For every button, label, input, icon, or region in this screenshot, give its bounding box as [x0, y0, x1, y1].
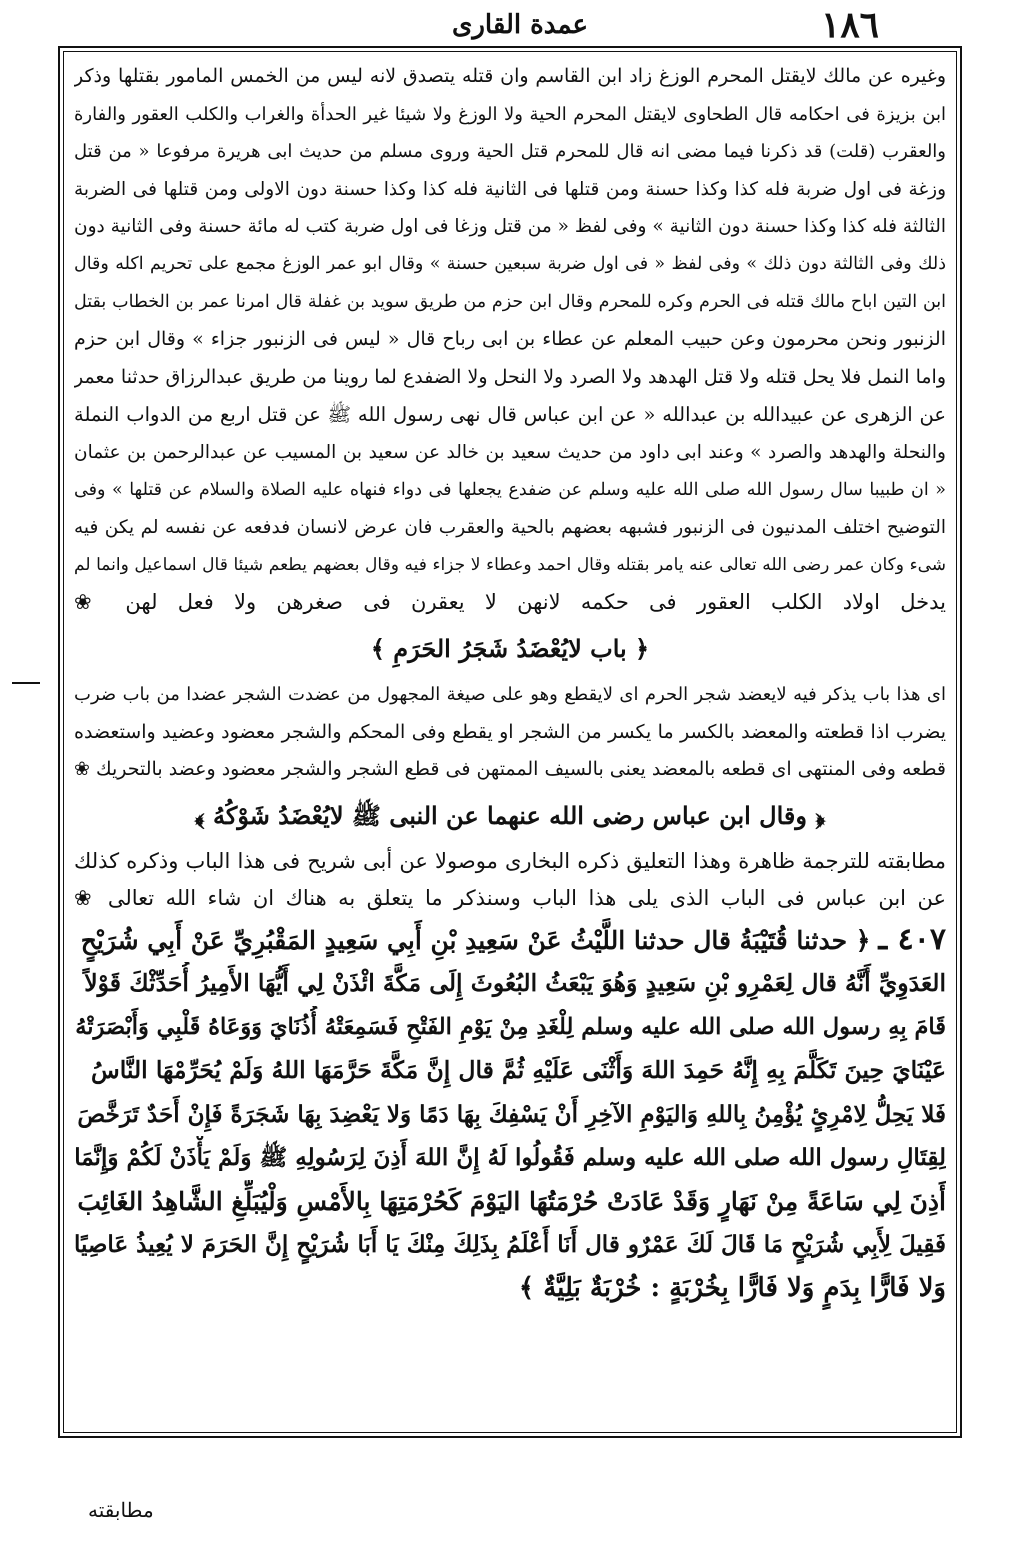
hadith-line: لِقِتَالِ رسول الله صلى الله عليه وسلم فَقُولُوا لَهُ إِنَّ اللهَ أَذِنَ لِرَسُولِهِ ﷺ وَلَمْ يَأْذَنْ لَكُمْ وَإِنَّمَا: [74, 1144, 946, 1172]
text-line: اى هذا باب يذكر فيه لايعضد شجر الحرم اى لايقطع وهو على صيغة المجهول من عضدت الشجر عضدا من باب ضرب: [74, 683, 946, 705]
text-line: يدخل اولاد الكلب العقور فى حكمه لانهن لا يعقرن فى صغرهن ولا فعل لهن ❀: [74, 590, 946, 615]
commentary-block-2: [74, 676, 946, 789]
hadith-line: فَلا يَحِلُّ لِامْرِئٍ يُؤْمِنُ بِاللهِ وَاليَوْمِ الآخِرِ أَنْ يَسْفِكَ بِهَا دَمًا وَلا يَعْضِدَ بِهَا شَجَرَةً فَإِنْ أَحَدٌ تَرَخَّصَ: [77, 1100, 946, 1128]
hadith-line: وَلا فَارًّا بِدَمٍ وَلا فَارًّا بِخُرْبَةٍ : خُرْبَةٌ بَلِيَّةٌ ﴾: [518, 1272, 946, 1303]
text-line: وغيره عن مالك لايقتل المحرم الوزغ زاد ابن القاسم وان قتله يتصدق لانه ليس من الخمس المامور بقتلها وذكر: [74, 65, 946, 87]
text-frame: [58, 46, 962, 1438]
hadith-text: ﴿ حدثنا قُتَيْبَةُ قال حدثنا اللَّيْثُ عَنْ سَعِيدِ بْنِ أَبِي سَعِيدٍ المَقْبُرِيِّ عَنْ أَبِي شُرَيْحٍ: [80, 925, 871, 955]
page-header: [0, 0, 1027, 48]
commentary-block-1: [74, 58, 946, 622]
text-line: وزغة فى اول ضربة فله كذا وكذا حسنة ومن قتلها فى الثانية فله كذا وكذا حسنة دون الاولى ومن قتلها فى الضربة: [74, 178, 946, 200]
hadith-line: أَذِنَ لِي سَاعَةً مِنْ نَهَارٍ وَقَدْ عَادَتْ حُرْمَتُهَا اليَوْمَ كَحُرْمَتِهَا بِالأَمْسِ وَلْيُبَلِّغِ الشَّاهِدُ الغَائِبَ: [77, 1186, 946, 1216]
text-line: عن الزهرى عن عبيدالله بن عبدالله « عن ابن عباس قال نهى رسول الله ﷺ عن قتل اربع من الدواب النملة: [74, 403, 946, 427]
text-line: ابن بزيزة فى احكامه قال الطحاوى لايقتل المحرم الحية ولا الوزغ ولا شيئا غير الحدأة والغراب والكلب العقور والفارة: [74, 103, 946, 125]
text-line: شىء وكان عمر رضى الله تعالى عنه يامر بقتله وقال احمد وعطاء لا جزاء فيه وقال بعضهم يطعم شيئا قال اسماعيل وانما لم: [74, 554, 946, 575]
text-line: الثالثة فله كذا وكذا حسنة دون الثانية » وفى لفظ « من قتل وزغا فى اول ضربة كتب له مائة حسنة وفى الثانية دون: [74, 216, 946, 238]
text-line: عن ابن عباس فى الباب الذى يلى هذا الباب وسنذكر ما يتعلق به هناك ان شاء الله تعالى ❀: [74, 886, 946, 911]
hadith-line: قَامَ بِهِ رسول الله صلى الله عليه وسلم لِلْغَدِ مِنْ يَوْمِ الفَتْحِ فَسَمِعَتْهُ أُذُنَايَ وَوَعَاهُ قَلْبِي وَأَبْصَرَتْهُ: [75, 1013, 946, 1040]
chapter-heading: ﴿ باب لايُعْضَدُ شَجَرُ الحَرَمِ ﴾: [370, 633, 650, 663]
hadith-line: [74, 918, 946, 963]
catchword: مطابقته: [88, 1498, 154, 1522]
hadith-number: ٤٠٧ ـ: [878, 921, 946, 957]
margin-mark: [12, 682, 40, 684]
running-title: عمدة القارى: [452, 10, 588, 40]
hadith-line: فَقِيلَ لِأَبِي شُرَيْحٍ مَا قَالَ لَكَ عَمْرٌو قال أَنَا أَعْلَمُ بِذَلِكَ مِنْكَ يَا أَبَا شُرَيْحٍ إِنَّ الحَرَمَ لا يُعِيذُ عَاصِيًا: [74, 1231, 946, 1259]
text-line: مطابقته للترجمة ظاهرة وهذا التعليق ذكره البخارى موصولا عن أبى شريح فى هذا الباب وذكره كذلك: [74, 848, 946, 873]
text-line: الزنبور ونحن محرمون وعن حبيب المعلم عن عطاء بن ابى رباح قال « ليس فى الزنبور جزاء » وقال ابن حزم: [74, 328, 946, 351]
page-number: ١٨٦: [820, 4, 879, 46]
sub-heading: ﴿ وقال ابن عباس رضى الله عنهما عن النبى ﷺ لايُعْضَدُ شَوْكُهُ ﴾: [194, 800, 826, 830]
text-line: ذلك وفى الثالثة دون ذلك » وفى لفظ « فى اول ضربة سبعين حسنة » وقال ابو عمر الوزغ مجمع على تحريم اكله وقال: [74, 253, 946, 274]
text-line: التوضيح اختلف المدنيون فى الزنبور فشبهه بعضهم بالحية والعقرب فان عرض لانسان فدفعه عن نفسه لم يكن فيه: [74, 517, 946, 539]
text-line: والعقرب (قلت) قد ذكرنا فيما مضى انه قال للمحرم قتل الحية وروى مسلم من حديث ابى هريرة مرفوعا « من قتل: [74, 141, 946, 163]
commentary-block-3: [74, 843, 946, 918]
text-line: يضرب اذا قطعته والمعضد بالكسر ما يكسر من الشجر او يقطع وفى المحكم والشجر معضود وعضيد واستعضده: [74, 720, 946, 743]
text-line: واما النمل فلا يحل قتله ولا قتل الهدهد ولا الصرد ولا النحل ولا الضفدع لما روينا من طريق عبدالرزاق حدثنا معمر: [74, 365, 946, 388]
page-content: [74, 58, 946, 1426]
text-line: قطعه وفى المنتهى اى قطعه بالمعضد يعنى بالسيف الممتهن فى قطع الشجر والشجر معضود وعضد بالتحريك ❀: [74, 758, 946, 781]
text-line: « ان طبيبا سال رسول الله صلى الله عليه وسلم عن ضفدع يجعلها فى دواء فنهاه عليه الصلاة والسلام عن قتلها » وفى: [74, 479, 946, 500]
text-line: ابن التين اباح مالك قتله فى الحرم وكره للمحرم وقال ابن حزم من طريق سويد بن غفلة قال امرنا عمر بن الخطاب بقتل: [74, 291, 946, 312]
text-line: والنحلة والهدهد والصرد » وعند ابى داود من حديث سعيد بن خالد عن سعيد بن المسيب عن عبدالرحمن بن عثمان: [74, 441, 946, 463]
hadith-block: [74, 918, 946, 1311]
hadith-line: العَدَوِيِّ أَنَّهُ قال لِعَمْرِو بْنِ سَعِيدٍ وَهُوَ يَبْعَثُ البُعُوثَ إِلَى مَكَّةَ ائْذَنْ لِي أَيُّهَا الأَمِيرُ أُحَدِّثْكَ قَوْلاً: [84, 969, 946, 998]
hadith-line: عَيْنَايَ حِينَ تَكَلَّمَ بِهِ إِنَّهُ حَمِدَ اللهَ وَأَثْنَى عَلَيْهِ ثُمَّ قال إِنَّ مَكَّةَ حَرَّمَهَا اللهُ وَلَمْ يُحَرِّمْهَا النَّاسُ: [91, 1056, 946, 1085]
